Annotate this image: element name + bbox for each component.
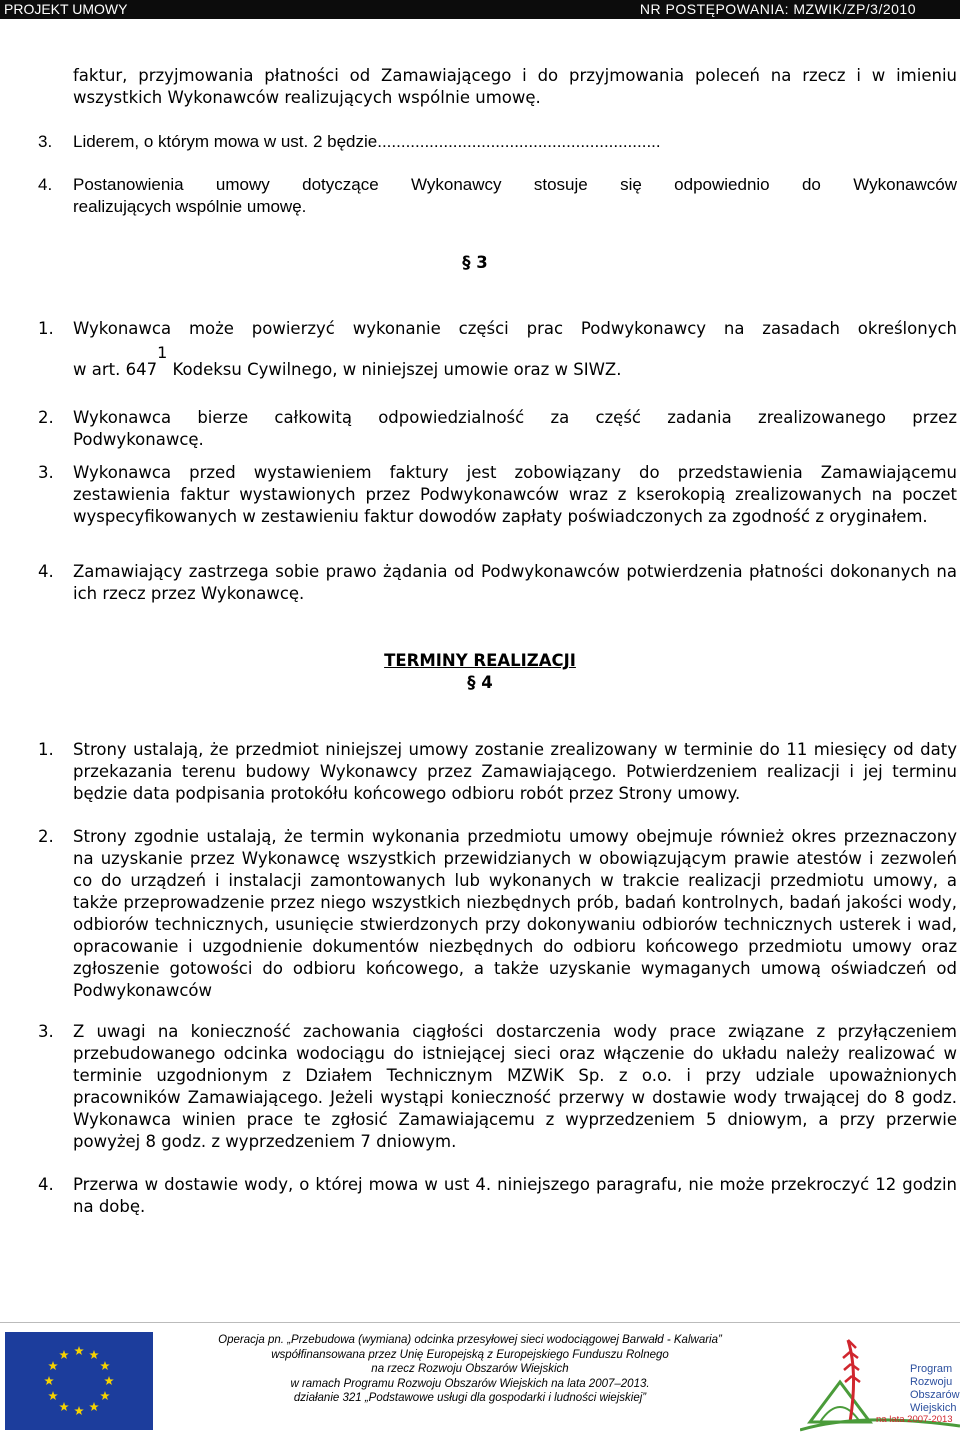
section-4-title: § 4 bbox=[467, 673, 493, 692]
sec4-item3-number: 3. bbox=[38, 1022, 54, 1041]
sec3-item2-line-1: Wykonawca bierze całkowitą odpowiedzialność za część zadania zrealizowanego przez bbox=[73, 408, 957, 427]
sec3-item1-number: 1. bbox=[38, 319, 54, 338]
intro-line-1: faktur, przyjmowania płatności od Zamawiającego i do przyjmowania poleceń na rzecz i w imieniu bbox=[73, 66, 957, 85]
sec2-item3-text: Liderem, o którym mowa w ust. 2 będzie............................................................ bbox=[73, 132, 661, 151]
sec4-item2-text: Strony zgodnie ustalają, że termin wykonania przedmiotu umowy obejmuje również okres przeznaczony na uzyskanie przez Wykonawcę wszystkich przewidzianych w obowiązującym prawie atestów i zezwoleń co do urządzeń i instalacji zamontowanych lub wykonanych w trakcie realizacji przedmiotu umowy, a także przeprowadzenie przez niego wszystkich niezbędnych prób, badań kontrolnych, badań jakości wody, odbiorów technicznych, usunięcie stwierdzonych przy dokonywaniu odbiorów technicznych usterek i wad, opracowanie i uzgodnienie dokumentów niezbędnych do odbioru końcowego przedmiotu umowy oraz zgłoszenie gotowości do odbioru końcowego, a także uzyskanie wymaganych umową oświadczeń od Podwykonawców bbox=[73, 827, 957, 1000]
sec4-item1-text: Strony ustalają, że przedmiot niniejszej umowy zostanie zrealizowany w terminie do 11 miesięcy od daty przekazania terenu budowy Wykonawcy przez Zamawiającego. Potwierdzeniem realizacji i jej terminu będzie data podpisania protokółu końcowego odbioru robót przez Strony umowy. bbox=[73, 740, 957, 803]
sec4-item4-number: 4. bbox=[38, 1175, 54, 1194]
prow-word-2: Rozwoju bbox=[910, 1376, 953, 1388]
sec3-item1-rest: Kodeksu Cywilnego, w niniejszej umowie oraz w SIWZ. bbox=[167, 360, 622, 379]
sec3-item2-number: 2. bbox=[38, 408, 54, 427]
footer-line-4: w ramach Programu Rozwoju Obszarów Wiejskich na lata 2007–2013. bbox=[290, 1377, 650, 1390]
footer-line-5: działanie 321 „Podstawowe usługi dla gospodarki i ludności wiejskiej” bbox=[293, 1392, 647, 1404]
prow-years: na lata 2007-2013 bbox=[876, 1414, 953, 1425]
sec2-item4-line-1: Postanowienia umowy dotyczące Wykonawcy stosuje się odpowiednio do Wykonawców bbox=[73, 175, 957, 194]
prow-word-4: Wiejskich bbox=[910, 1402, 957, 1414]
eu-flag-icon bbox=[5, 1332, 153, 1430]
prow-logo bbox=[800, 1322, 960, 1433]
sec3-item4-number: 4. bbox=[38, 562, 54, 581]
sec4-item3-text: Z uwagi na konieczność zachowania ciągłości dostarczenia wody prace związane z przyłączeniem przebudowanego odcinka wodociągu do istniejącej sieci oraz włączenie do układu należy realizować w terminie uzgodnionym z Działem Technicznym MZWiK Sp. z o.o. i przy udziale upoważnionych pracowników Zamawiającego. Jeżeli wystąpi konieczność przerwy w dostawie wody trwającej do 8 godz. Wykonawca winien prace te zgłosić Zamawiającemu z wyprzedzeniem 5 dniowym, a przy przerwie powyżej 8 godz. z wyprzedzeniem 7 dniowym. bbox=[73, 1022, 957, 1151]
sec2-item4-number: 4. bbox=[38, 175, 53, 194]
prow-word-3: Obszarów bbox=[910, 1389, 960, 1401]
sec3-item2-line-2: Podwykonawcę. bbox=[73, 430, 204, 449]
prow-logo-icon bbox=[800, 1322, 960, 1433]
eu-flag bbox=[5, 1332, 153, 1430]
sec3-item1-line-2 bbox=[73, 343, 957, 381]
page-header bbox=[0, 0, 960, 19]
section-4-heading: TERMINY REALIZACJI bbox=[384, 651, 576, 670]
sec3-item3-text: Wykonawca przed wystawieniem faktury jest zobowiązany do przedstawienia Zamawiającemu zestawienia faktur wystawionych przez Podwykonawców wraz z kserokopią zrealizowanych na poczet wyspecyfikowanych w zestawieniu faktur dowodów zapłaty poświadczonych za zgodność z oryginałem. bbox=[73, 463, 957, 526]
footer-line-3: na rzecz Rozwoju Obszarów Wiejskich bbox=[371, 1363, 569, 1375]
header-procedure-number: NR POSTĘPOWANIA: MZWIK/ZP/3/2010 bbox=[639, 1, 916, 17]
footer-funding-text bbox=[180, 1333, 760, 1406]
sec4-item1-number: 1. bbox=[38, 740, 54, 759]
sec2-item3-number: 3. bbox=[38, 132, 53, 151]
intro-line-2: wszystkich Wykonawców realizujących wspólnie umowę. bbox=[73, 88, 541, 107]
footer-line-1: Operacja pn. „Przebudowa (wymiana) odcinka przesyłowej sieci wodociągowej Barwałd - Kalwaria” bbox=[218, 1334, 722, 1346]
sec4-item2-number: 2. bbox=[38, 827, 54, 846]
section-3-title: § 3 bbox=[462, 253, 488, 272]
footer-line-2: współfinansowana przez Unię Europejską z Europejskiego Funduszu Rolnego bbox=[271, 1348, 669, 1361]
header-project-label: PROJEKT UMOWY bbox=[4, 1, 128, 17]
sec3-item1-superscript: 1 bbox=[157, 343, 168, 362]
sec3-item1-line-1: Wykonawca może powierzyć wykonanie części prac Podwykonawcy na zasadach określonych bbox=[73, 319, 957, 338]
sec4-item4-text: Przerwa w dostawie wody, o której mowa w ust 4. niniejszego paragrafu, nie może przekroczyć 12 godzin na dobę. bbox=[73, 1175, 957, 1216]
sec3-item3-number: 3. bbox=[38, 463, 54, 482]
sec2-item4-line-2: realizujących wspólnie umowę. bbox=[73, 197, 307, 216]
sec3-item1-article: w art. 647 bbox=[73, 360, 158, 379]
prow-word-1: Program bbox=[910, 1363, 953, 1375]
sec3-item4-text: Zamawiający zastrzega sobie prawo żądania od Podwykonawców potwierdzenia płatności dokonanych na ich rzecz przez Wykonawcę. bbox=[73, 562, 957, 603]
